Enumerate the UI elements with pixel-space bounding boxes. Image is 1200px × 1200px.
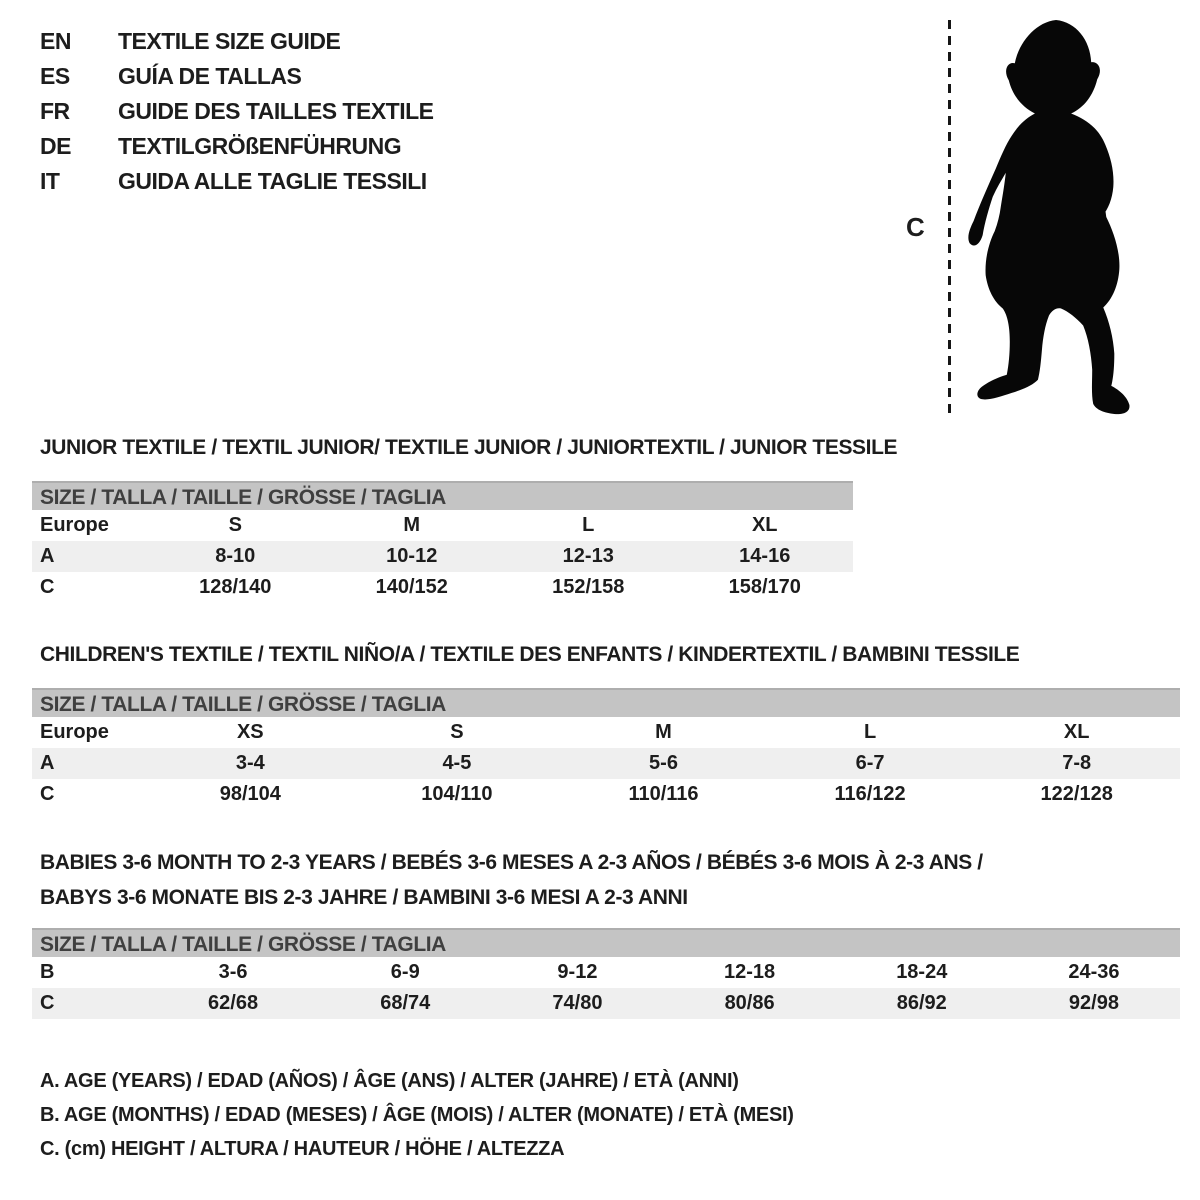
table-cell: M — [655, 721, 672, 743]
language-code: ES — [40, 63, 70, 89]
table-cell: 74/80 — [552, 992, 603, 1014]
table-cell: XS — [236, 721, 264, 743]
table-cell: 152/158 — [552, 576, 625, 598]
row-label: C — [40, 576, 55, 598]
legend-line-a: A. AGE (YEARS) / EDAD (AÑOS) / ÂGE (ANS) / ALTER (JAHRE) / ETÀ (ANNI) — [40, 1070, 739, 1092]
table-cell: 92/98 — [1068, 992, 1119, 1014]
table-row — [32, 748, 1180, 779]
language-code: FR — [40, 98, 70, 124]
language-title: TEXTILE SIZE GUIDE — [118, 28, 341, 54]
section-title-junior: JUNIOR TEXTILE / TEXTIL JUNIOR/ TEXTILE JUNIOR / JUNIORTEXTIL / JUNIOR TESSILE — [40, 436, 898, 459]
table-cell: 110/116 — [628, 783, 699, 805]
language-row-fr — [40, 94, 434, 129]
language-row-en — [40, 24, 434, 59]
size-header-bar: SIZE / TALLA / TAILLE / GRÖSSE / TAGLIA — [32, 481, 853, 510]
table-row — [32, 572, 853, 603]
table-cell: 14-16 — [739, 545, 791, 567]
table-cell: 128/140 — [199, 576, 272, 598]
table-cell: 5-6 — [649, 752, 678, 774]
size-header-bar: SIZE / TALLA / TAILLE / GRÖSSE / TAGLIA — [32, 928, 1180, 957]
language-title: TEXTILGRÖßENFÜHRUNG — [118, 133, 402, 159]
table-row — [32, 957, 1180, 988]
table-cell: L — [582, 514, 595, 536]
table-cell: 24-36 — [1068, 961, 1120, 983]
table-cell: 8-10 — [215, 545, 256, 567]
table-cell: 104/110 — [421, 783, 493, 805]
table-cell: 80/86 — [724, 992, 775, 1014]
table-cell: 3-4 — [235, 752, 265, 774]
section-title-babies-line1: BABIES 3-6 MONTH TO 2-3 YEARS / BEBÉS 3-6 MESES A 2-3 AÑOS / BÉBÉS 3-6 MOIS À 2-3 ANS / — [40, 851, 983, 874]
table-cell: 86/92 — [896, 992, 947, 1014]
language-title: GUÍA DE TALLAS — [118, 63, 302, 89]
table-cell: 140/152 — [375, 576, 448, 598]
table-cell: 9-12 — [557, 961, 598, 983]
row-label: C — [40, 992, 55, 1014]
baby-silhouette-icon — [963, 16, 1140, 418]
table-cell: 6-7 — [855, 752, 885, 774]
table-row — [32, 988, 1180, 1019]
table-cell: 98/104 — [219, 783, 281, 805]
legend-line-b: B. AGE (MONTHS) / EDAD (MESES) / ÂGE (MOIS) / ALTER (MONATE) / ETÀ (MESI) — [40, 1104, 794, 1126]
language-row-de — [40, 129, 434, 164]
table-cell: S — [450, 721, 464, 743]
table-cell: 7-8 — [1062, 752, 1092, 774]
measurement-legend — [40, 1064, 794, 1166]
height-measure-label: C — [906, 212, 925, 242]
row-label: Europe — [40, 721, 109, 743]
table-cell: 116/122 — [834, 783, 906, 805]
language-row-it — [40, 164, 434, 199]
row-label: B — [40, 961, 55, 983]
junior-size-table — [32, 481, 853, 603]
table-cell: 158/170 — [728, 576, 801, 598]
table-cell: 10-12 — [386, 545, 438, 567]
row-label: Europe — [40, 514, 109, 536]
table-row — [32, 510, 853, 541]
section-title-babies-line2: BABYS 3-6 MONATE BIS 2-3 JAHRE / BAMBINI 3-6 MESI A 2-3 ANNI — [40, 886, 688, 909]
language-code: EN — [40, 28, 71, 54]
children-size-table — [32, 688, 1180, 810]
table-cell: M — [403, 514, 421, 536]
table-cell: 68/74 — [380, 992, 431, 1014]
table-cell: 3-6 — [218, 961, 248, 983]
table-cell: 12-18 — [724, 961, 776, 983]
table-cell: XL — [751, 514, 778, 536]
table-row — [32, 717, 1180, 748]
height-measure-dashed-line — [948, 20, 951, 416]
table-cell: XL — [1063, 721, 1090, 743]
size-header-bar: SIZE / TALLA / TAILLE / GRÖSSE / TAGLIA — [32, 688, 1180, 717]
language-code: DE — [40, 133, 71, 159]
language-list — [40, 24, 434, 199]
row-label: A — [40, 752, 55, 774]
table-cell: L — [863, 721, 877, 743]
legend-line-c: C. (cm) HEIGHT / ALTURA / HAUTEUR / HÖHE / ALTEZZA — [40, 1138, 565, 1160]
table-cell: 18-24 — [896, 961, 948, 983]
language-code: IT — [40, 168, 60, 194]
language-row-es — [40, 59, 434, 94]
section-title-children: CHILDREN'S TEXTILE / TEXTIL NIÑO/A / TEXTILE DES ENFANTS / KINDERTEXTIL / BAMBINI TESSILE — [40, 643, 1020, 666]
table-row — [32, 541, 853, 572]
babies-size-table — [32, 928, 1180, 1019]
table-cell: 62/68 — [208, 992, 259, 1014]
table-cell: 4-5 — [442, 752, 472, 774]
table-cell: 6-9 — [390, 961, 420, 983]
row-label: A — [40, 545, 55, 567]
row-label: C — [40, 783, 55, 805]
table-cell: 122/128 — [1040, 783, 1113, 805]
language-title: GUIDA ALLE TAGLIE TESSILI — [118, 168, 427, 194]
table-cell: 12-13 — [562, 545, 614, 567]
table-row — [32, 779, 1180, 810]
table-cell: S — [228, 514, 242, 536]
language-title: GUIDE DES TAILLES TEXTILE — [118, 98, 434, 124]
